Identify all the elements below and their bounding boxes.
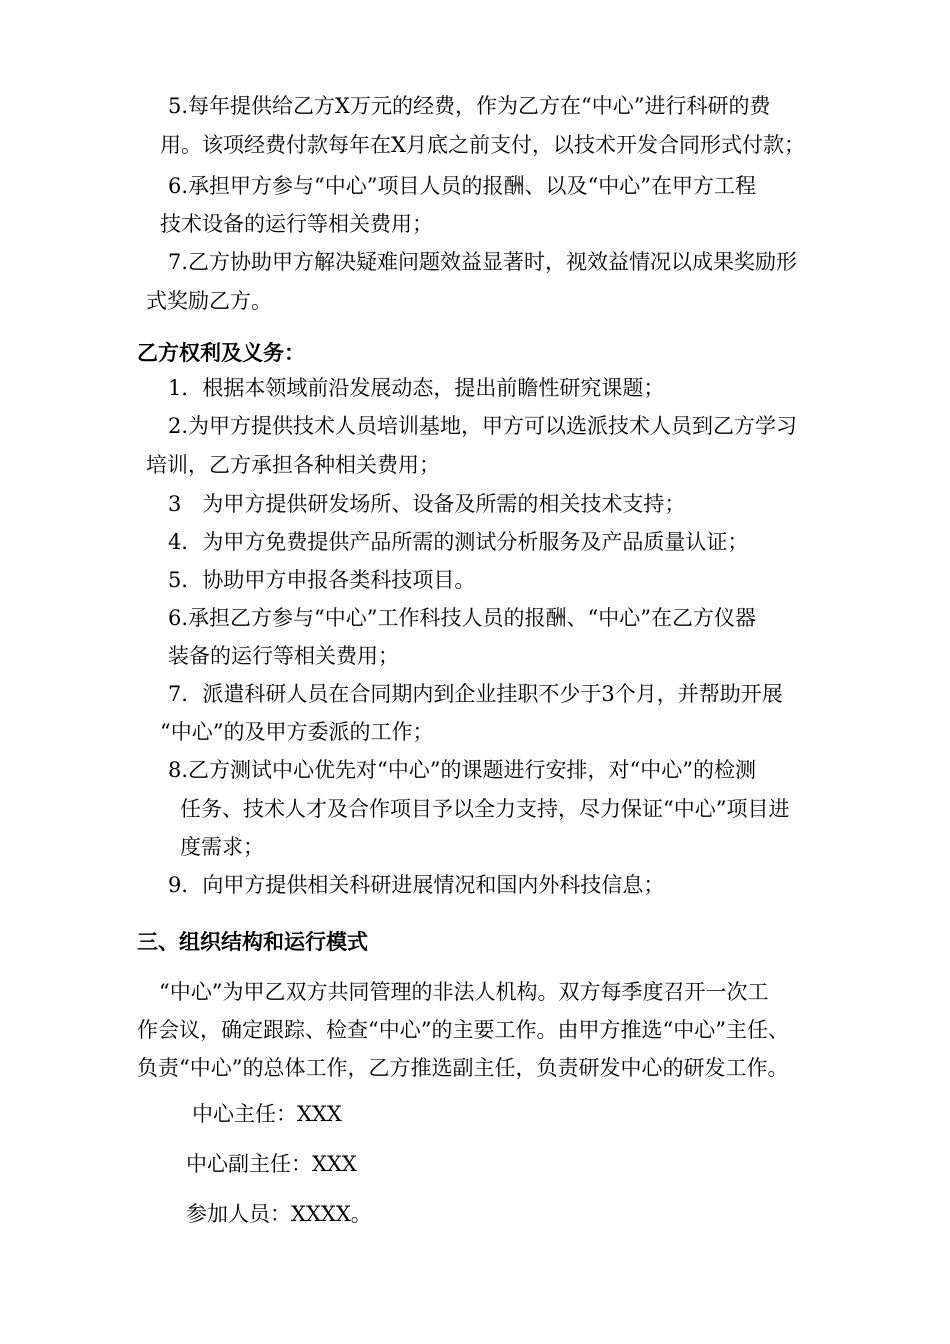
party-b-item-8-line-2: 任务、技术人才及合作项目予以全力支持，尽力保证“中心”项目进 bbox=[180, 797, 790, 821]
center-deputy-director: 中心副主任：XXX bbox=[186, 1152, 357, 1176]
section-3-paragraph-line-2: 作会议，确定跟踪、检查“中心”的主要工作。由甲方推选“中心”主任、 bbox=[137, 1018, 789, 1042]
party-b-item-2-line-1: 2.为甲方提供技术人员培训基地，甲方可以选派技术人员到乙方学习 bbox=[168, 414, 798, 438]
participants: 参加人员：XXXX。 bbox=[186, 1202, 372, 1226]
party-b-item-6-line-1: 6.承担乙方参与“中心”工作科技人员的报酬、“中心”在乙方仪器 bbox=[168, 606, 756, 630]
party-b-item-8-line-3: 度需求； bbox=[180, 835, 264, 859]
party-b-item-3: 3 为甲方提供研发场所、设备及所需的相关技术支持； bbox=[168, 492, 686, 516]
party-b-item-6-line-2: 装备的运行等相关费用； bbox=[168, 644, 399, 668]
section-3-paragraph-line-3: 负责“中心”的总体工作，乙方推选副主任，负责研发中心的研发工作。 bbox=[137, 1056, 789, 1080]
section-3-paragraph-line-1: “中心”为甲乙双方共同管理的非法人机构。双方每季度召开一次工 bbox=[159, 980, 769, 1004]
party-b-item-4: 4．为甲方免费提供产品所需的测试分析服务及产品质量认证； bbox=[168, 530, 749, 554]
party-b-item-1: 1．根据本领域前沿发展动态，提出前瞻性研究课题； bbox=[168, 376, 665, 400]
party-b-heading: 乙方权利及义务： bbox=[137, 341, 305, 365]
party-b-item-2-line-2: 培训，乙方承担各种相关费用； bbox=[146, 453, 440, 477]
section-3-heading: 三、组织结构和运行模式 bbox=[137, 930, 368, 954]
party-a-item-7-line-2: 式奖励乙方。 bbox=[146, 289, 272, 313]
party-a-item-5-line-1: 5.每年提供给乙方X万元的经费，作为乙方在“中心”进行科研的费 bbox=[168, 94, 771, 118]
party-b-item-7-line-2: “中心”的及甲方委派的工作； bbox=[160, 720, 434, 744]
center-director: 中心主任：XXX bbox=[192, 1102, 342, 1126]
party-b-item-9: 9．向甲方提供相关科研进展情况和国内外科技信息； bbox=[168, 873, 665, 897]
party-a-item-7-line-1: 7.乙方协助甲方解决疑难问题效益显著时，视效益情况以成果奖励形 bbox=[168, 250, 798, 274]
party-b-item-7-line-1: 7．派遣科研人员在合同期内到企业挂职不少于3个月，并帮助开展 bbox=[168, 682, 783, 706]
party-a-item-6-line-2: 技术设备的运行等相关费用； bbox=[160, 212, 433, 236]
party-b-item-8-line-1: 8.乙方测试中心优先对“中心”的课题进行安排，对“中心”的检测 bbox=[168, 758, 756, 782]
party-a-item-5-line-2: 用。该项经费付款每年在X月底之前支付，以技术开发合同形式付款； bbox=[160, 133, 805, 157]
party-a-item-6-line-1: 6.承担甲方参与“中心”项目人员的报酬、以及“中心”在甲方工程 bbox=[168, 174, 756, 198]
party-b-item-5: 5．协助甲方申报各类科技项目。 bbox=[168, 568, 476, 592]
